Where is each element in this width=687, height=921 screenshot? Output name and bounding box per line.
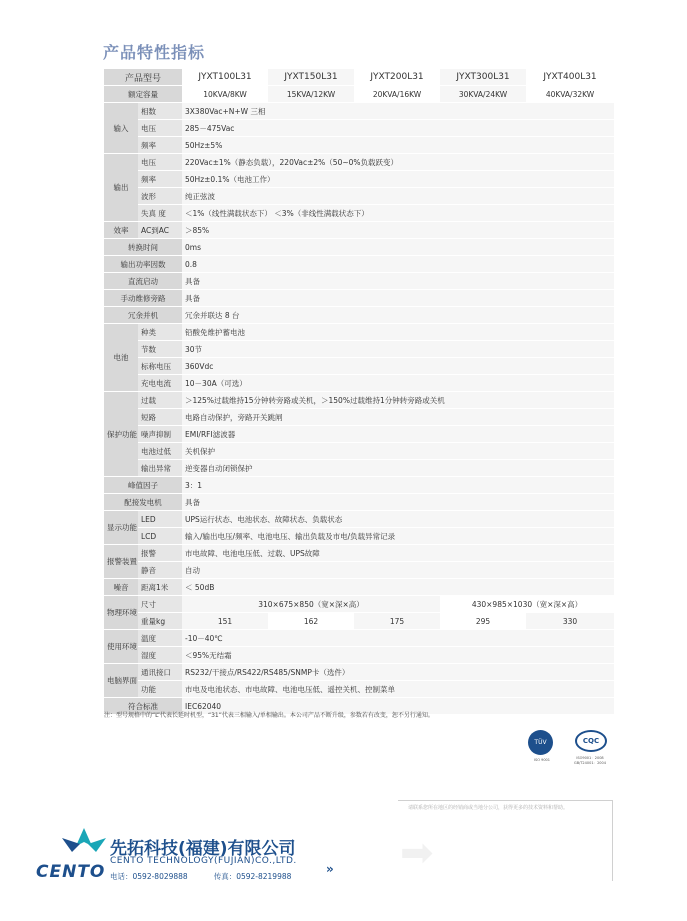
row-value: 冗余并联达 8 台 xyxy=(182,307,614,324)
row-value: 10－30A（可选） xyxy=(182,375,614,392)
row-value: 具备 xyxy=(182,273,614,290)
page-title: 产品特性指标 xyxy=(103,43,206,62)
group-label: 使用环境 xyxy=(104,630,138,664)
company-phone: 电话：0592-8029888 xyxy=(110,872,188,881)
model-name: JYXT400L31 xyxy=(526,69,614,86)
arrow-watermark-icon: ➡ xyxy=(400,830,434,876)
row-label: 转换时间 xyxy=(104,239,182,256)
row-value: 自动 xyxy=(182,562,614,579)
row-value: ＞125%过载维持15分钟转旁路或关机，＞150%过载维持1分钟转旁路或关机 xyxy=(182,392,614,409)
spec-table xyxy=(104,69,614,715)
row-label: 冗余并机 xyxy=(104,307,182,324)
row-value: 具备 xyxy=(182,290,614,307)
row-value: ＞85% xyxy=(182,222,614,239)
group-label: 物理环境 xyxy=(104,596,138,630)
row-value: 具备 xyxy=(182,494,614,511)
row-value: 电路自动保护，旁路开关跳闸 xyxy=(182,409,614,426)
row-value: 0.8 xyxy=(182,256,614,273)
row-label: 输出功率因数 xyxy=(104,256,182,273)
row-value: 市电故障、电池电压低、过载、UPS故障 xyxy=(182,545,614,562)
table-row xyxy=(104,273,614,290)
row-value: 0ms xyxy=(182,239,614,256)
row-label: 频率 xyxy=(138,137,182,154)
cqc-caption-line1: ISO9001：2008 xyxy=(576,756,604,760)
row-label: 重量kg xyxy=(138,613,182,630)
capacity-value: 15KVA/12KW xyxy=(268,86,354,103)
table-row xyxy=(104,443,614,460)
table-row xyxy=(104,171,614,188)
table-row xyxy=(104,664,614,681)
table-row xyxy=(104,137,614,154)
row-value: 30节 xyxy=(182,341,614,358)
table-row xyxy=(104,630,614,647)
table-row xyxy=(104,120,614,137)
row-label: 温度 xyxy=(138,630,182,647)
row-label: 湿度 xyxy=(138,647,182,664)
row-value: 3X380Vac+N+W 三相 xyxy=(182,103,614,120)
capacity-value: 10KVA/8KW xyxy=(182,86,268,103)
capacity-value: 20KVA/16KW xyxy=(354,86,440,103)
capacity-value: 30KVA/24KW xyxy=(440,86,526,103)
row-label: LCD xyxy=(138,528,182,545)
group-label: 噪音 xyxy=(104,579,138,596)
weight-value: 175 xyxy=(354,613,440,630)
company-contact xyxy=(110,871,317,882)
table-row xyxy=(104,681,614,698)
table-row xyxy=(104,103,614,120)
table-row xyxy=(104,392,614,409)
table-row xyxy=(104,477,614,494)
row-label: 峰值因子 xyxy=(104,477,182,494)
model-name: JYXT300L31 xyxy=(440,69,526,86)
table-row xyxy=(104,426,614,443)
weight-value: 295 xyxy=(440,613,526,630)
chevron-right-icon: » xyxy=(326,862,334,876)
row-value: RS232/干接点/RS422/RS485/SNMP卡（选件） xyxy=(182,664,614,681)
model-name: JYXT200L31 xyxy=(354,69,440,86)
group-label: 保护功能 xyxy=(104,392,138,477)
group-label: 报警装置 xyxy=(104,545,138,579)
cqc-certification-logo: CQC xyxy=(575,730,607,752)
table-row xyxy=(104,460,614,477)
company-logo-text: CENTO xyxy=(36,862,106,882)
footnote: 注：型号规格中的“L”代表长延时机型，“31”代表三相输入/单相输出。本公司产品不断升级，参数若有改变，恕不另行通知。 xyxy=(104,712,434,719)
row-label: 手动维修旁路 xyxy=(104,290,182,307)
row-label: 输出异常 xyxy=(138,460,182,477)
row-value: 铅酸免维护蓄电池 xyxy=(182,324,614,341)
row-value: UPS运行状态、电池状态、故障状态、负载状态 xyxy=(182,511,614,528)
model-name: JYXT150L31 xyxy=(268,69,354,86)
group-label: 输入 xyxy=(104,103,138,154)
row-label: 电压 xyxy=(138,154,182,171)
row-label: 噪声抑制 xyxy=(138,426,182,443)
row-label: 报警 xyxy=(138,545,182,562)
table-row xyxy=(104,579,614,596)
table-row xyxy=(104,494,614,511)
row-label: 尺寸 xyxy=(138,596,182,613)
table-row xyxy=(104,307,614,324)
row-label: AC到AC xyxy=(138,222,182,239)
row-value: EMI/RFI滤波器 xyxy=(182,426,614,443)
row-value: IEC62040 xyxy=(182,698,614,715)
company-fax: 传真：0592-8219988 xyxy=(213,872,292,881)
row-label: 距离1米 xyxy=(138,579,182,596)
row-label: 额定容量 xyxy=(104,86,182,103)
table-row xyxy=(104,154,614,171)
row-value: 285－475Vac xyxy=(182,120,614,137)
row-label: LED xyxy=(138,511,182,528)
dealer-box-text: 请联系您所在地区的经销商或当地分公司，获得更多的技术资料和帮助。 xyxy=(408,805,569,811)
table-row xyxy=(104,324,614,341)
row-label: 符合标准 xyxy=(104,698,182,715)
table-row xyxy=(104,647,614,664)
table-row xyxy=(104,69,614,86)
row-value: 市电及电池状态、市电故障、电池电压低、遥控关机、控制菜单 xyxy=(182,681,614,698)
tuv-certification-caption: ISO 9001 xyxy=(533,758,551,762)
tuv-certification-logo: TÜV xyxy=(528,730,553,755)
row-label: 过载 xyxy=(138,392,182,409)
row-value: 360Vdc xyxy=(182,358,614,375)
table-row xyxy=(104,613,614,630)
row-label: 节数 xyxy=(138,341,182,358)
row-label: 直流启动 xyxy=(104,273,182,290)
table-row xyxy=(104,188,614,205)
table-row xyxy=(104,511,614,528)
row-label: 标称电压 xyxy=(138,358,182,375)
table-row xyxy=(104,358,614,375)
row-value: 输入/输出电压/频率、电池电压、输出负载及市电/负载异常记录 xyxy=(182,528,614,545)
group-label: 显示功能 xyxy=(104,511,138,545)
table-row xyxy=(104,290,614,307)
table-row xyxy=(104,562,614,579)
row-label: 充电电流 xyxy=(138,375,182,392)
table-row xyxy=(104,205,614,222)
row-value: -10－40℃ xyxy=(182,630,614,647)
table-row xyxy=(104,545,614,562)
row-label: 产品型号 xyxy=(104,69,182,86)
row-label: 电压 xyxy=(138,120,182,137)
row-value: 3：1 xyxy=(182,477,614,494)
row-label: 种类 xyxy=(138,324,182,341)
table-row xyxy=(104,375,614,392)
weight-value: 330 xyxy=(526,613,614,630)
row-label: 配接发电机 xyxy=(104,494,182,511)
capacity-value: 40KVA/32KW xyxy=(526,86,614,103)
row-label: 静音 xyxy=(138,562,182,579)
model-name: JYXT100L31 xyxy=(182,69,268,86)
row-value: ＜1%（线性满载状态下） ＜3%（非线性满载状态下） xyxy=(182,205,614,222)
company-name-en: CENTO TECHNOLOGY(FUJIAN)CO.,LTD. xyxy=(110,856,297,866)
row-label: 短路 xyxy=(138,409,182,426)
table-row xyxy=(104,528,614,545)
group-label: 效率 xyxy=(104,222,138,239)
table-row xyxy=(104,409,614,426)
table-row xyxy=(104,256,614,273)
row-label: 通讯接口 xyxy=(138,664,182,681)
size-value: 430×985×1030（宽×深×高） xyxy=(440,596,614,613)
weight-value: 162 xyxy=(268,613,354,630)
row-value: 50Hz±5% xyxy=(182,137,614,154)
table-row xyxy=(104,341,614,358)
company-logo-icon xyxy=(62,828,106,864)
table-row xyxy=(104,239,614,256)
row-label: 功能 xyxy=(138,681,182,698)
row-label: 波形 xyxy=(138,188,182,205)
row-value: ＜ 50dB xyxy=(182,579,614,596)
company-name-cn: 先拓科技(福建)有限公司 xyxy=(110,839,296,859)
row-value: ＜95%无结霜 xyxy=(182,647,614,664)
cqc-certification-caption xyxy=(568,756,612,766)
table-row xyxy=(104,596,614,613)
group-label: 输出 xyxy=(104,154,138,222)
row-value: 关机保护 xyxy=(182,443,614,460)
table-row xyxy=(104,86,614,103)
row-value: 纯正弦波 xyxy=(182,188,614,205)
row-label: 失真 度 xyxy=(138,205,182,222)
row-label: 电池过低 xyxy=(138,443,182,460)
row-label: 频率 xyxy=(138,171,182,188)
size-value: 310×675×850（宽×深×高） xyxy=(182,596,440,613)
row-value: 逆变器自动闭锁保护 xyxy=(182,460,614,477)
row-value: 220Vac±1%（静态负载），220Vac±2%（50~0%负载跃变） xyxy=(182,154,614,171)
table-row xyxy=(104,222,614,239)
group-label: 电脑界面 xyxy=(104,664,138,698)
group-label: 电池 xyxy=(104,324,138,392)
row-label: 相数 xyxy=(138,103,182,120)
row-value: 50Hz±0.1%（电池工作） xyxy=(182,171,614,188)
cqc-caption-line2: GB/T24001：2004 xyxy=(574,761,606,765)
weight-value: 151 xyxy=(182,613,268,630)
